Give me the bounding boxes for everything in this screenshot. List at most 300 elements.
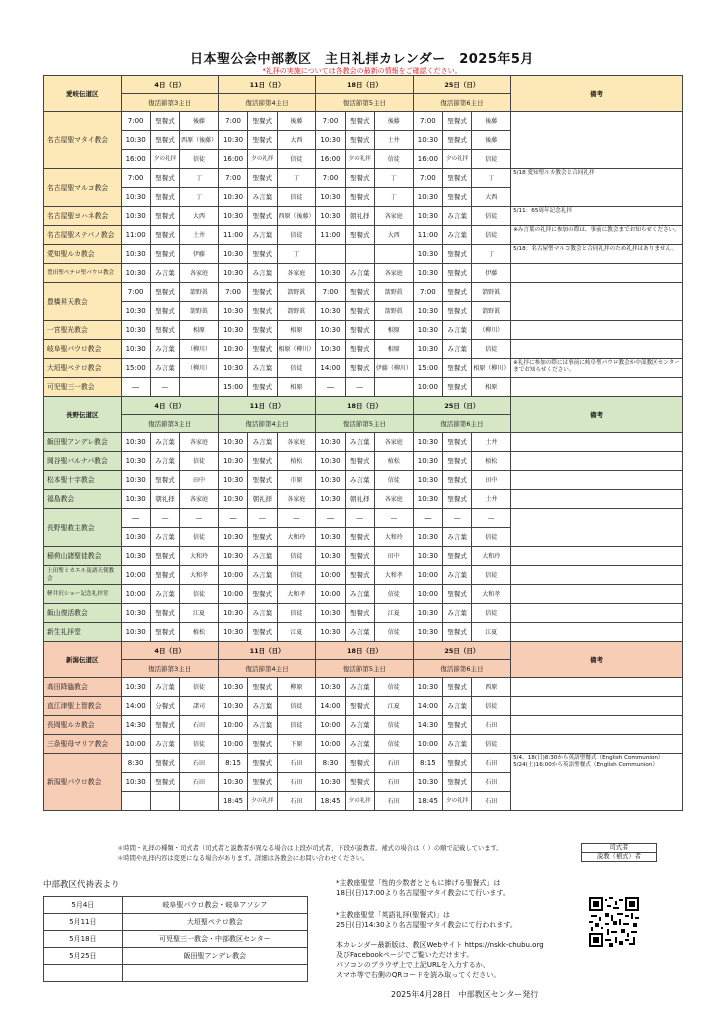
service-time: 10:30 — [413, 321, 442, 340]
presider: 後藤 — [374, 112, 413, 131]
service-time: 10:30 — [316, 547, 345, 566]
church-row — [44, 716, 683, 735]
service-type: 夕の礼拝 — [443, 792, 472, 811]
church-note — [511, 623, 683, 642]
service-time: 10:30 — [218, 359, 247, 378]
week-label: 復活節第5主日 — [316, 415, 413, 433]
service-time: 10:30 — [218, 264, 247, 283]
service-type: 聖餐式 — [443, 131, 472, 150]
church-row — [44, 378, 683, 397]
service-time: 10:30 — [218, 207, 247, 226]
church-note: 5/18 愛知聖ルカ教会と合同礼拝 — [511, 169, 683, 207]
service-time — [121, 792, 150, 811]
week-label: 復活節第6主日 — [413, 94, 510, 112]
presider: （柳川） — [472, 321, 511, 340]
service-time: 10:30 — [121, 528, 150, 547]
qr-code-icon[interactable] — [589, 897, 639, 947]
presider — [180, 378, 219, 397]
service-time: 10:30 — [121, 452, 150, 471]
service-type: 聖餐式 — [248, 340, 277, 359]
service-time: 11:00 — [316, 226, 345, 245]
presider: 箭野眞 — [472, 283, 511, 302]
presider: 相原（柳川） — [472, 359, 511, 378]
service-time: 7:00 — [316, 112, 345, 131]
service-type: ― — [248, 509, 277, 528]
service-type: 聖餐式 — [248, 528, 277, 547]
date-header: 18日（日） — [316, 397, 413, 415]
presider: 石田 — [472, 754, 511, 773]
service-time: 10:30 — [218, 490, 247, 509]
presider: 相原 — [472, 378, 511, 397]
service-type: ― — [150, 378, 179, 397]
presider: 信徒 — [277, 604, 316, 623]
presider: 植松 — [180, 623, 219, 642]
presider: ― — [374, 509, 413, 528]
presider — [374, 378, 413, 397]
district-name: 新潟伝道区 — [44, 642, 122, 678]
service-type: み言葉 — [150, 359, 179, 378]
church-row — [44, 697, 683, 716]
service-time: 10:30 — [121, 340, 150, 359]
service-time — [316, 245, 345, 264]
service-type: 聖餐式 — [345, 131, 374, 150]
church-name: 直江津聖上智教会 — [44, 697, 122, 716]
service-type: 聖餐式 — [150, 547, 179, 566]
service-time: 10:30 — [413, 471, 442, 490]
service-type: 聖餐式 — [345, 340, 374, 359]
service-time: 10:00 — [121, 585, 150, 604]
service-type: 聖餐式 — [443, 623, 472, 642]
presider: 信徒 — [374, 735, 413, 754]
legend-preacher: 説教（補式）者 — [582, 853, 657, 862]
service-time: 11:00 — [413, 226, 442, 245]
church-row — [44, 112, 683, 131]
service-type: 聖餐式 — [345, 302, 374, 321]
service-type: 夕の礼拝 — [345, 150, 374, 169]
service-time: 10:30 — [413, 188, 442, 207]
service-type: 夕の礼拝 — [248, 150, 277, 169]
church-name: 名古屋聖ヨハネ教会 — [44, 207, 122, 226]
service-time: 10:30 — [121, 245, 150, 264]
service-type: 聖餐式 — [443, 547, 472, 566]
church-note — [511, 471, 683, 490]
service-type: 聖餐式 — [443, 490, 472, 509]
presider: 柳原 — [277, 678, 316, 697]
service-type: 聖餐式 — [443, 754, 472, 773]
service-type: み言葉 — [443, 604, 472, 623]
service-type: 聖餐式 — [150, 245, 179, 264]
service-type: 聖餐式 — [150, 471, 179, 490]
prayer-row — [44, 897, 308, 914]
presider: 江夏 — [180, 604, 219, 623]
presider: 石田 — [374, 754, 413, 773]
week-label: 復活節第3主日 — [121, 660, 218, 678]
service-type: 聖餐式 — [345, 528, 374, 547]
service-time: 18:45 — [218, 792, 247, 811]
presider: 江夏 — [277, 623, 316, 642]
service-time: 10:30 — [121, 264, 150, 283]
presider: 信徒 — [472, 207, 511, 226]
presider: 土井 — [472, 490, 511, 509]
service-time: 7:00 — [121, 169, 150, 188]
service-type: 聖餐式 — [443, 283, 472, 302]
service-time: 10:30 — [413, 264, 442, 283]
service-time: 10:30 — [218, 321, 247, 340]
service-type: 聖餐式 — [150, 207, 179, 226]
service-time: 10:00 — [121, 566, 150, 585]
presider: 信徒 — [472, 735, 511, 754]
prayer-church: 可児聖三一教会・中部教区センター — [122, 931, 307, 948]
service-type: 聖餐式 — [345, 547, 374, 566]
presider: 大和玲 — [472, 547, 511, 566]
service-time: ― — [121, 378, 150, 397]
service-time: 10:30 — [413, 604, 442, 623]
service-type: み言葉 — [150, 678, 179, 697]
service-time: ― — [218, 509, 247, 528]
presider: 田中 — [472, 471, 511, 490]
date-header: 11日（日） — [218, 642, 315, 660]
service-type: み言葉 — [150, 585, 179, 604]
info-lgbt-service: *主教座聖堂「性的少数者とともに捧げる聖餐式」は 18日(日)17:00より名古屋聖マタイ教会にて行います。 — [336, 879, 510, 897]
church-name: 豊橋昇天教会 — [44, 283, 122, 321]
service-type: 聖餐式 — [345, 112, 374, 131]
church-note — [511, 604, 683, 623]
presider: 信徒 — [472, 604, 511, 623]
service-type: 聖餐式 — [248, 754, 277, 773]
service-time: 10:30 — [121, 773, 150, 792]
service-type: み言葉 — [248, 226, 277, 245]
service-type: 夕の礼拝 — [150, 150, 179, 169]
service-time: 10:30 — [316, 528, 345, 547]
service-time: 14:00 — [316, 359, 345, 378]
district-name: 長野伝道区 — [44, 397, 122, 433]
service-time: 10:30 — [316, 302, 345, 321]
church-note: 5/4、18(日)8:30から英語聖餐式（English Communion）5/24(土)16:00から英語聖餐式（English Communion） — [511, 754, 683, 811]
presider: 箭野眞 — [374, 283, 413, 302]
service-type: 聖餐式 — [248, 452, 277, 471]
service-type: 聖餐式 — [443, 112, 472, 131]
legend-box — [581, 843, 657, 862]
service-time: ― — [121, 509, 150, 528]
service-time: 10:00 — [121, 735, 150, 754]
date-header: 4日（日） — [121, 642, 218, 660]
service-type: ― — [150, 509, 179, 528]
service-time: 10:00 — [218, 735, 247, 754]
church-note: 5/18：名古屋聖マルコ教会と合同礼拝のため礼拝はありません。 — [511, 245, 683, 264]
presider: 信徒 — [472, 528, 511, 547]
service-type: 聖餐式 — [150, 566, 179, 585]
service-time: 10:30 — [218, 697, 247, 716]
presider: 土井 — [374, 131, 413, 150]
week-label: 復活節第4主日 — [218, 660, 315, 678]
service-type: 聖餐式 — [345, 169, 374, 188]
service-time: 15:00 — [413, 359, 442, 378]
church-name: 豊田聖ペテロ聖パウロ教会 — [44, 264, 122, 283]
service-type: み言葉 — [248, 264, 277, 283]
date-header: 25日（日） — [413, 76, 510, 94]
presider: 伊藤 — [472, 264, 511, 283]
service-time: 10:30 — [218, 433, 247, 452]
footnote-2: ＊時間や礼拝内容は変更になる場合があります。詳細は各教会にお問い合わせください。 — [117, 855, 369, 862]
presider: 石田 — [374, 792, 413, 811]
week-label: 復活節第3主日 — [121, 415, 218, 433]
presider: 各家庭 — [277, 264, 316, 283]
presider: 各家庭 — [374, 433, 413, 452]
church-row — [44, 678, 683, 697]
week-label: 復活節第4主日 — [218, 94, 315, 112]
service-type: 聖餐式 — [443, 716, 472, 735]
service-time: 11:00 — [218, 226, 247, 245]
service-type: 聖餐式 — [345, 773, 374, 792]
presider: 信徒 — [472, 566, 511, 585]
presider: 信徒 — [374, 585, 413, 604]
prayer-row — [44, 948, 308, 965]
service-time: 10:30 — [121, 433, 150, 452]
service-type: 聖餐式 — [150, 302, 179, 321]
service-type: み言葉 — [443, 340, 472, 359]
presider: 信徒 — [277, 716, 316, 735]
presider: 石田 — [277, 754, 316, 773]
prayer-row — [44, 914, 308, 931]
prayer-date: 5月11日 — [44, 914, 123, 931]
presider: 石田 — [472, 773, 511, 792]
service-time: 10:30 — [218, 528, 247, 547]
service-type: 聖餐式 — [443, 359, 472, 378]
presider: 相原 — [374, 340, 413, 359]
prayer-church: 飯田聖アンデレ教会 — [122, 948, 307, 965]
service-type: み言葉 — [345, 585, 374, 604]
service-time: 16:00 — [316, 150, 345, 169]
service-type: 聖餐式 — [248, 773, 277, 792]
presider: 丁 — [472, 169, 511, 188]
service-time: 10:30 — [121, 321, 150, 340]
church-row — [44, 490, 683, 509]
service-type: 聖餐式 — [150, 169, 179, 188]
service-type: 聖餐式 — [443, 585, 472, 604]
church-note — [511, 490, 683, 509]
service-time: 10:30 — [316, 433, 345, 452]
presider: 後藤 — [472, 131, 511, 150]
church-note — [511, 340, 683, 359]
service-type: み言葉 — [248, 716, 277, 735]
presider: 植松 — [277, 452, 316, 471]
church-row — [44, 509, 683, 528]
date-header: 11日（日） — [218, 76, 315, 94]
service-type: み言葉 — [345, 623, 374, 642]
presider: 土井 — [472, 433, 511, 452]
service-time: 10:30 — [218, 773, 247, 792]
service-time: 10:30 — [121, 623, 150, 642]
service-time: 10:30 — [316, 452, 345, 471]
service-time: 8:15 — [413, 754, 442, 773]
service-type: 聖餐式 — [443, 471, 472, 490]
service-time: 7:00 — [218, 169, 247, 188]
service-type: 聖餐式 — [345, 604, 374, 623]
service-type: み言葉 — [345, 433, 374, 452]
date-header: 18日（日） — [316, 642, 413, 660]
service-time: 10:30 — [413, 490, 442, 509]
date-header: 25日（日） — [413, 397, 510, 415]
service-type: 聖餐式 — [443, 169, 472, 188]
church-row — [44, 735, 683, 754]
service-time: 16:00 — [413, 150, 442, 169]
service-type: 聖餐式 — [248, 378, 277, 397]
service-time: 18:45 — [413, 792, 442, 811]
presider: 丁 — [472, 245, 511, 264]
presider: 相原 — [180, 321, 219, 340]
service-type: 聖餐式 — [345, 452, 374, 471]
service-type: 聖餐式 — [345, 188, 374, 207]
service-time: 10:30 — [316, 471, 345, 490]
service-time: 10:30 — [316, 604, 345, 623]
service-time: 15:00 — [218, 378, 247, 397]
presider: 箭野眞 — [277, 283, 316, 302]
church-note — [511, 735, 683, 754]
presider: 石田 — [472, 716, 511, 735]
presider: 各家庭 — [374, 490, 413, 509]
prayer-row — [44, 965, 308, 982]
service-type: み言葉 — [248, 188, 277, 207]
church-note — [511, 566, 683, 585]
service-time: 14:00 — [121, 697, 150, 716]
church-note — [511, 697, 683, 716]
presider: 箭野眞 — [472, 302, 511, 321]
presider: 大西 — [277, 131, 316, 150]
presider: 信徒 — [374, 150, 413, 169]
service-time: 10:30 — [316, 678, 345, 697]
service-time: 16:00 — [121, 150, 150, 169]
prayer-date: 5月4日 — [44, 897, 123, 914]
service-type: み言葉 — [150, 452, 179, 471]
service-time: ― — [316, 509, 345, 528]
service-type: 聖餐式 — [248, 302, 277, 321]
service-time: 11:00 — [121, 226, 150, 245]
service-time: 10:30 — [218, 604, 247, 623]
presider: 丁 — [180, 188, 219, 207]
service-time: 10:30 — [413, 623, 442, 642]
presider: 石田 — [277, 792, 316, 811]
service-type: み言葉 — [345, 264, 374, 283]
presider: 後藤 — [472, 112, 511, 131]
church-note — [511, 264, 683, 283]
presider: 箭野眞 — [180, 302, 219, 321]
footnote-1: ＊時間・礼拝の種類・司式者（司式者と説教者が異なる場合は上段が司式者、下段が説教者。補式の場合は（ ）の順で記載しています。 — [117, 845, 503, 852]
service-time: 10:30 — [218, 547, 247, 566]
presider: 後藤 — [180, 112, 219, 131]
presider: 各家庭 — [277, 433, 316, 452]
service-time: 8:15 — [218, 754, 247, 773]
church-note — [511, 678, 683, 697]
service-type: 聖餐式 — [150, 716, 179, 735]
presider: 土井 — [180, 226, 219, 245]
service-type: 聖餐式 — [345, 754, 374, 773]
service-time: 10:30 — [218, 623, 247, 642]
service-time: 10:30 — [413, 528, 442, 547]
service-time: 10:30 — [218, 245, 247, 264]
church-name: 愛知聖ルカ教会 — [44, 245, 122, 264]
prayer-church: 大垣聖ペテロ教会 — [122, 914, 307, 931]
presider: 信徒 — [180, 150, 219, 169]
service-type: 聖餐式 — [150, 131, 179, 150]
service-type: み言葉 — [443, 528, 472, 547]
presider: 信徒 — [374, 471, 413, 490]
service-time: 10:00 — [316, 566, 345, 585]
church-row — [44, 547, 683, 566]
church-name: 名古屋聖マルコ教会 — [44, 169, 122, 207]
church-name: 岐阜聖パウロ教会 — [44, 340, 122, 359]
service-type: 聖餐式 — [248, 623, 277, 642]
church-note: ※み言葉の礼拝に参加の際は、事前に教会までお知らせください。 — [511, 226, 683, 245]
presider: 石田 — [374, 773, 413, 792]
presider: 田中 — [374, 547, 413, 566]
service-type: 聖餐式 — [150, 754, 179, 773]
service-type: 聖餐式 — [248, 245, 277, 264]
presider: 各家庭 — [374, 264, 413, 283]
service-type: み言葉 — [248, 359, 277, 378]
church-name: 松本聖十字教会 — [44, 471, 122, 490]
presider: 西原（後藤） — [180, 131, 219, 150]
service-type: 朝礼拝 — [345, 490, 374, 509]
presider: ― — [277, 509, 316, 528]
service-type: み言葉 — [150, 264, 179, 283]
church-row — [44, 433, 683, 452]
service-time: 15:00 — [121, 359, 150, 378]
presider: 箭野眞 — [180, 283, 219, 302]
presider: 信徒 — [374, 678, 413, 697]
presider: 石田 — [472, 792, 511, 811]
service-type: 聖餐式 — [248, 131, 277, 150]
presider: 信徒 — [277, 547, 316, 566]
church-note — [511, 283, 683, 321]
presider: 江夏 — [374, 604, 413, 623]
presider: 相原 — [374, 321, 413, 340]
service-type: 聖餐式 — [248, 169, 277, 188]
service-type: 分餐式 — [150, 697, 179, 716]
service-time: 10:30 — [413, 207, 442, 226]
service-type: み言葉 — [248, 547, 277, 566]
date-header: 18日（日） — [316, 76, 413, 94]
church-name: 上田聖ミカエル及諸天使教会 — [44, 566, 122, 585]
presider: 大和孝 — [472, 585, 511, 604]
remarks-header: 備考 — [511, 642, 683, 678]
presider: 後藤 — [277, 112, 316, 131]
presider: 信徒 — [374, 716, 413, 735]
section-header-row — [44, 76, 683, 94]
section-header-row — [44, 397, 683, 415]
legend-officiant: 司式者 — [582, 844, 657, 853]
service-type: 聖餐式 — [248, 585, 277, 604]
service-time: 7:00 — [218, 283, 247, 302]
church-row — [44, 245, 683, 264]
prayer-date: 5月25日 — [44, 948, 123, 965]
service-time: 10:30 — [316, 321, 345, 340]
presider: 丁 — [374, 169, 413, 188]
presider: 大和孝 — [277, 585, 316, 604]
service-type: 聖餐式 — [248, 678, 277, 697]
service-type: み言葉 — [150, 735, 179, 754]
service-time: 14:30 — [121, 716, 150, 735]
prayer-list-table — [43, 896, 308, 982]
presider: 諸司 — [180, 697, 219, 716]
service-type: 聖餐式 — [443, 302, 472, 321]
week-label: 復活節第5主日 — [316, 660, 413, 678]
presider: 植松 — [374, 452, 413, 471]
presider: 信徒 — [180, 528, 219, 547]
presider: 信徒 — [472, 226, 511, 245]
service-time: 10:30 — [121, 471, 150, 490]
service-type: 聖餐式 — [443, 264, 472, 283]
presider: （柳川） — [180, 340, 219, 359]
